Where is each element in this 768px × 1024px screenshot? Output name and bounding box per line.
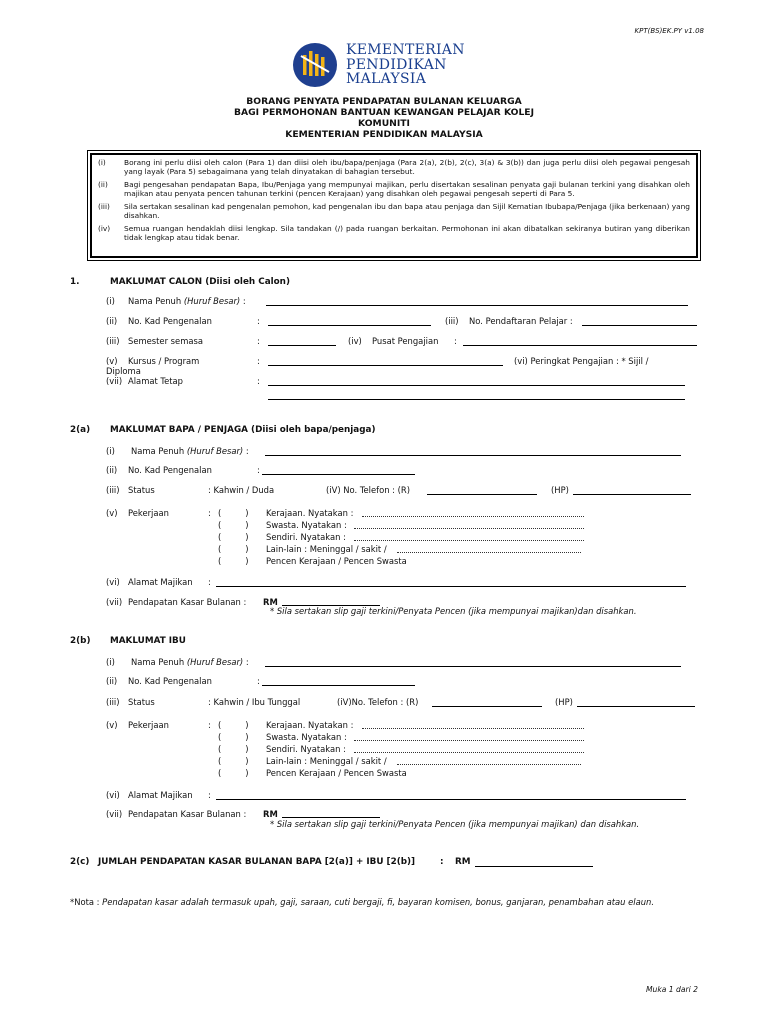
- mother-income-label: Pendapatan Kasar Bulanan :: [128, 809, 247, 819]
- checkbox-bracket[interactable]: ( ): [218, 508, 249, 518]
- father-job-other-field[interactable]: [397, 552, 581, 553]
- mother-job-option: Lain-lain : Meninggal / sakit /: [266, 756, 387, 766]
- item-number: (iv): [348, 336, 362, 346]
- father-name-field[interactable]: [265, 455, 681, 456]
- father-job-label: Pekerjaan: [128, 508, 169, 518]
- father-job-option: Lain-lain : Meninggal / sakit /: [266, 544, 387, 554]
- mother-phone-home-field[interactable]: [432, 706, 542, 707]
- checkbox-bracket[interactable]: ( ): [218, 744, 249, 754]
- mother-employer-field[interactable]: [216, 799, 686, 800]
- father-job-option: Swasta. Nyatakan :: [266, 520, 347, 530]
- father-ic-field[interactable]: [262, 474, 415, 475]
- mother-income-field[interactable]: [282, 817, 380, 818]
- father-status-label: Status: [128, 485, 155, 495]
- father-phone-home-field[interactable]: [427, 494, 537, 495]
- father-job-option: Sendiri. Nyatakan :: [266, 532, 346, 542]
- checkbox-bracket[interactable]: ( ): [218, 720, 249, 730]
- item-number: (iii): [106, 485, 120, 495]
- colon: :: [257, 465, 260, 475]
- item-number: (iii): [106, 697, 120, 707]
- mother-phone-hp-field[interactable]: [577, 706, 695, 707]
- checkbox-bracket[interactable]: ( ): [218, 732, 249, 742]
- instruction-item: (i) Borang ini perlu diisi oleh calon (Para 1) dan diisi oleh ibu/bapa/penjaga (Para 2(a), 2(b), 2(c), 3(a) & 3(b)) dan juga perlu diisi oleh pegawai pengesah yang layak (Para 5) sebagaimana yang telah dinyatakan di bahagian tersebut.: [98, 158, 690, 176]
- father-job-private-field[interactable]: [354, 528, 584, 529]
- candidate-name-label: Nama Penuh (Huruf Besar) :: [128, 296, 246, 306]
- father-income-note: * Sila sertakan slip gaji terkini/Penyata Pencen (jika mempunyai majikan)dan disahkan.: [270, 606, 637, 616]
- father-employer-label: Alamat Majikan: [128, 577, 193, 587]
- checkbox-bracket[interactable]: ( ): [218, 756, 249, 766]
- mother-job-private-field[interactable]: [354, 740, 584, 741]
- item-number: (v): [106, 720, 118, 730]
- section-2c-title: JUMLAH PENDAPATAN KASAR BULANAN BAPA [2(a)] + IBU [2(b)]: [98, 857, 416, 867]
- study-centre-label: Pusat Pengajian: [372, 336, 439, 346]
- mother-status-label: Status: [128, 697, 155, 707]
- item-number: (i): [106, 446, 115, 456]
- section-1-title: MAKLUMAT CALON (Diisi oleh Calon): [110, 277, 290, 287]
- study-level-diploma: Diploma: [106, 366, 141, 376]
- student-reg-label: No. Pendaftaran Pelajar :: [469, 316, 573, 326]
- mother-job-option: Swasta. Nyatakan :: [266, 732, 347, 742]
- checkbox-bracket[interactable]: ( ): [218, 544, 249, 554]
- item-number: (v): [106, 508, 118, 518]
- colon: :: [257, 356, 260, 366]
- instruction-item: (ii) Bagi pengesahan pendapatan Bapa, Ibu/Penjaga yang mempunyai majikan, perlu disertakan sesalinan penyata gaji bulanan terkini yang disahkan oleh majikan atau penyata pencen tahunan terkini (pencen Kerajaan) yang disahkan oleh pegawai pengesah seperti di Para 5.: [98, 180, 690, 198]
- item-number: (vii): [106, 597, 123, 607]
- mother-ic-label: No. Kad Pengenalan: [128, 676, 212, 686]
- father-job-option: Kerajaan. Nyatakan :: [266, 508, 354, 518]
- ministry-logo: [292, 40, 492, 90]
- checkbox-bracket[interactable]: ( ): [218, 520, 249, 530]
- instruction-item: (iv) Semua ruangan hendaklah diisi lengkap. Sila tandakan (/) pada ruangan berkaitan. Permohonan ini akan dibatalkan sekiranya butiran yang diberikan tidak lengkap atau tidak benar.: [98, 224, 690, 242]
- father-ic-label: No. Kad Pengenalan: [128, 465, 212, 475]
- father-name-label: Nama Penuh (Huruf Besar) :: [131, 446, 249, 456]
- checkbox-bracket[interactable]: ( ): [218, 768, 249, 778]
- section-2b-number: 2(b): [70, 636, 91, 646]
- colon: :: [208, 508, 211, 518]
- ministry-emblem-icon: [292, 42, 338, 88]
- candidate-name-field[interactable]: [266, 305, 688, 306]
- candidate-ic-label: No. Kad Pengenalan: [128, 316, 212, 326]
- father-job-gov-field[interactable]: [362, 516, 584, 517]
- mother-job-option: Kerajaan. Nyatakan :: [266, 720, 354, 730]
- ministry-name: KEMENTERIAN PENDIDIKAN MALAYSIA: [346, 42, 465, 87]
- father-job-self-field[interactable]: [354, 540, 584, 541]
- mother-job-gov-field[interactable]: [362, 728, 584, 729]
- item-number: (ii): [106, 676, 118, 686]
- mother-employer-label: Alamat Majikan: [128, 790, 193, 800]
- checkbox-bracket[interactable]: ( ): [218, 556, 249, 566]
- form-title: BORANG PENYATA PENDAPATAN BULANAN KELUARGA BAGI PERMOHONAN BANTUAN KEWANGAN PELAJAR KOLEJ KOMUNITI KEMENTERIAN PENDIDIKAN MALAYSIA: [233, 96, 535, 140]
- page-number: Muka 1 dari 2: [645, 985, 698, 994]
- father-job-option: Pencen Kerajaan / Pencen Swasta: [266, 556, 407, 566]
- mother-income-note: * Sila sertakan slip gaji terkini/Penyata Pencen (jika mempunyai majikan) dan disahkan.: [270, 819, 640, 829]
- currency-label: RM: [263, 597, 278, 607]
- mother-ic-field[interactable]: [262, 685, 415, 686]
- item-number: (iii): [445, 316, 459, 326]
- currency-label: RM: [455, 857, 471, 867]
- study-centre-field[interactable]: [463, 345, 697, 346]
- father-phone-hp-label: (HP): [551, 485, 569, 495]
- item-number: (vi): [106, 577, 120, 587]
- colon: :: [208, 577, 211, 587]
- checkbox-bracket[interactable]: ( ): [218, 532, 249, 542]
- instruction-item: (iii) Sila sertakan sesalinan kad pengenalan pemohon, kad pengenalan ibu dan bapa atau penjaga dan Sijil Kematian Ibubapa/Penjaga (jika berkenaan) yang disahkan.: [98, 202, 690, 220]
- mother-name-field[interactable]: [265, 666, 681, 667]
- item-number: (vii): [106, 809, 123, 819]
- father-phone-label: (iV) No. Telefon : (R): [326, 485, 411, 495]
- father-income-label: Pendapatan Kasar Bulanan :: [128, 597, 247, 607]
- colon: :: [257, 676, 260, 686]
- colon: :: [208, 790, 211, 800]
- address-label: Alamat Tetap: [128, 376, 183, 386]
- mother-job-option: Sendiri. Nyatakan :: [266, 744, 346, 754]
- colon: :: [454, 336, 457, 346]
- mother-job-self-field[interactable]: [354, 752, 584, 753]
- item-number: (iii): [106, 336, 120, 346]
- item-number: (ii): [106, 465, 118, 475]
- mother-job-other-field[interactable]: [397, 764, 581, 765]
- father-status-options[interactable]: : Kahwin / Duda: [208, 485, 275, 495]
- total-income-field[interactable]: [475, 866, 593, 867]
- currency-label: RM: [263, 809, 278, 819]
- item-number: (ii): [106, 316, 118, 326]
- item-number: (vi): [106, 790, 120, 800]
- colon: :: [257, 376, 260, 386]
- footnote: *Nota : Pendapatan kasar adalah termasuk upah, gaji, saraan, cuti bergaji, fi, bayaran komisen, bonus, ganjaran, penambahan atau elaun.: [70, 897, 654, 907]
- course-field[interactable]: [268, 365, 503, 366]
- study-level-label: (vi) Peringkat Pengajian : * Sijil /: [514, 356, 649, 366]
- candidate-ic-field[interactable]: [268, 325, 431, 326]
- address-field-1[interactable]: [268, 385, 685, 386]
- item-number: (i): [106, 296, 115, 306]
- form-reference-code: KPT(BS)EK.PY v1.08: [634, 27, 704, 35]
- mother-job-label: Pekerjaan: [128, 720, 169, 730]
- colon: :: [257, 336, 260, 346]
- student-reg-field[interactable]: [582, 325, 697, 326]
- mother-name-label: Nama Penuh (Huruf Besar) :: [131, 657, 249, 667]
- colon: :: [208, 720, 211, 730]
- father-employer-field[interactable]: [216, 586, 686, 587]
- section-2a-number: 2(a): [70, 425, 91, 435]
- course-label: Kursus / Program: [128, 356, 200, 366]
- item-number: (v): [106, 356, 118, 366]
- mother-phone-hp-label: (HP): [555, 697, 573, 707]
- section-2b-title: MAKLUMAT IBU: [110, 636, 186, 646]
- section-2c-number: 2(c): [70, 857, 90, 867]
- colon: :: [257, 316, 260, 326]
- section-1-number: 1.: [70, 277, 80, 287]
- section-2a-title: MAKLUMAT BAPA / PENJAGA (Diisi oleh bapa/penjaga): [110, 425, 376, 435]
- address-field-2[interactable]: [268, 399, 685, 400]
- item-number: (i): [106, 657, 115, 667]
- semester-field[interactable]: [268, 345, 336, 346]
- mother-phone-label: (iV)No. Telefon : (R): [337, 697, 419, 707]
- semester-label: Semester semasa: [128, 336, 203, 346]
- colon: :: [440, 857, 444, 867]
- item-number: (vii): [106, 376, 123, 386]
- instructions-box: [90, 153, 698, 258]
- mother-job-option: Pencen Kerajaan / Pencen Swasta: [266, 768, 407, 778]
- father-phone-hp-field[interactable]: [573, 494, 691, 495]
- mother-status-options[interactable]: : Kahwin / Ibu Tunggal: [208, 697, 301, 707]
